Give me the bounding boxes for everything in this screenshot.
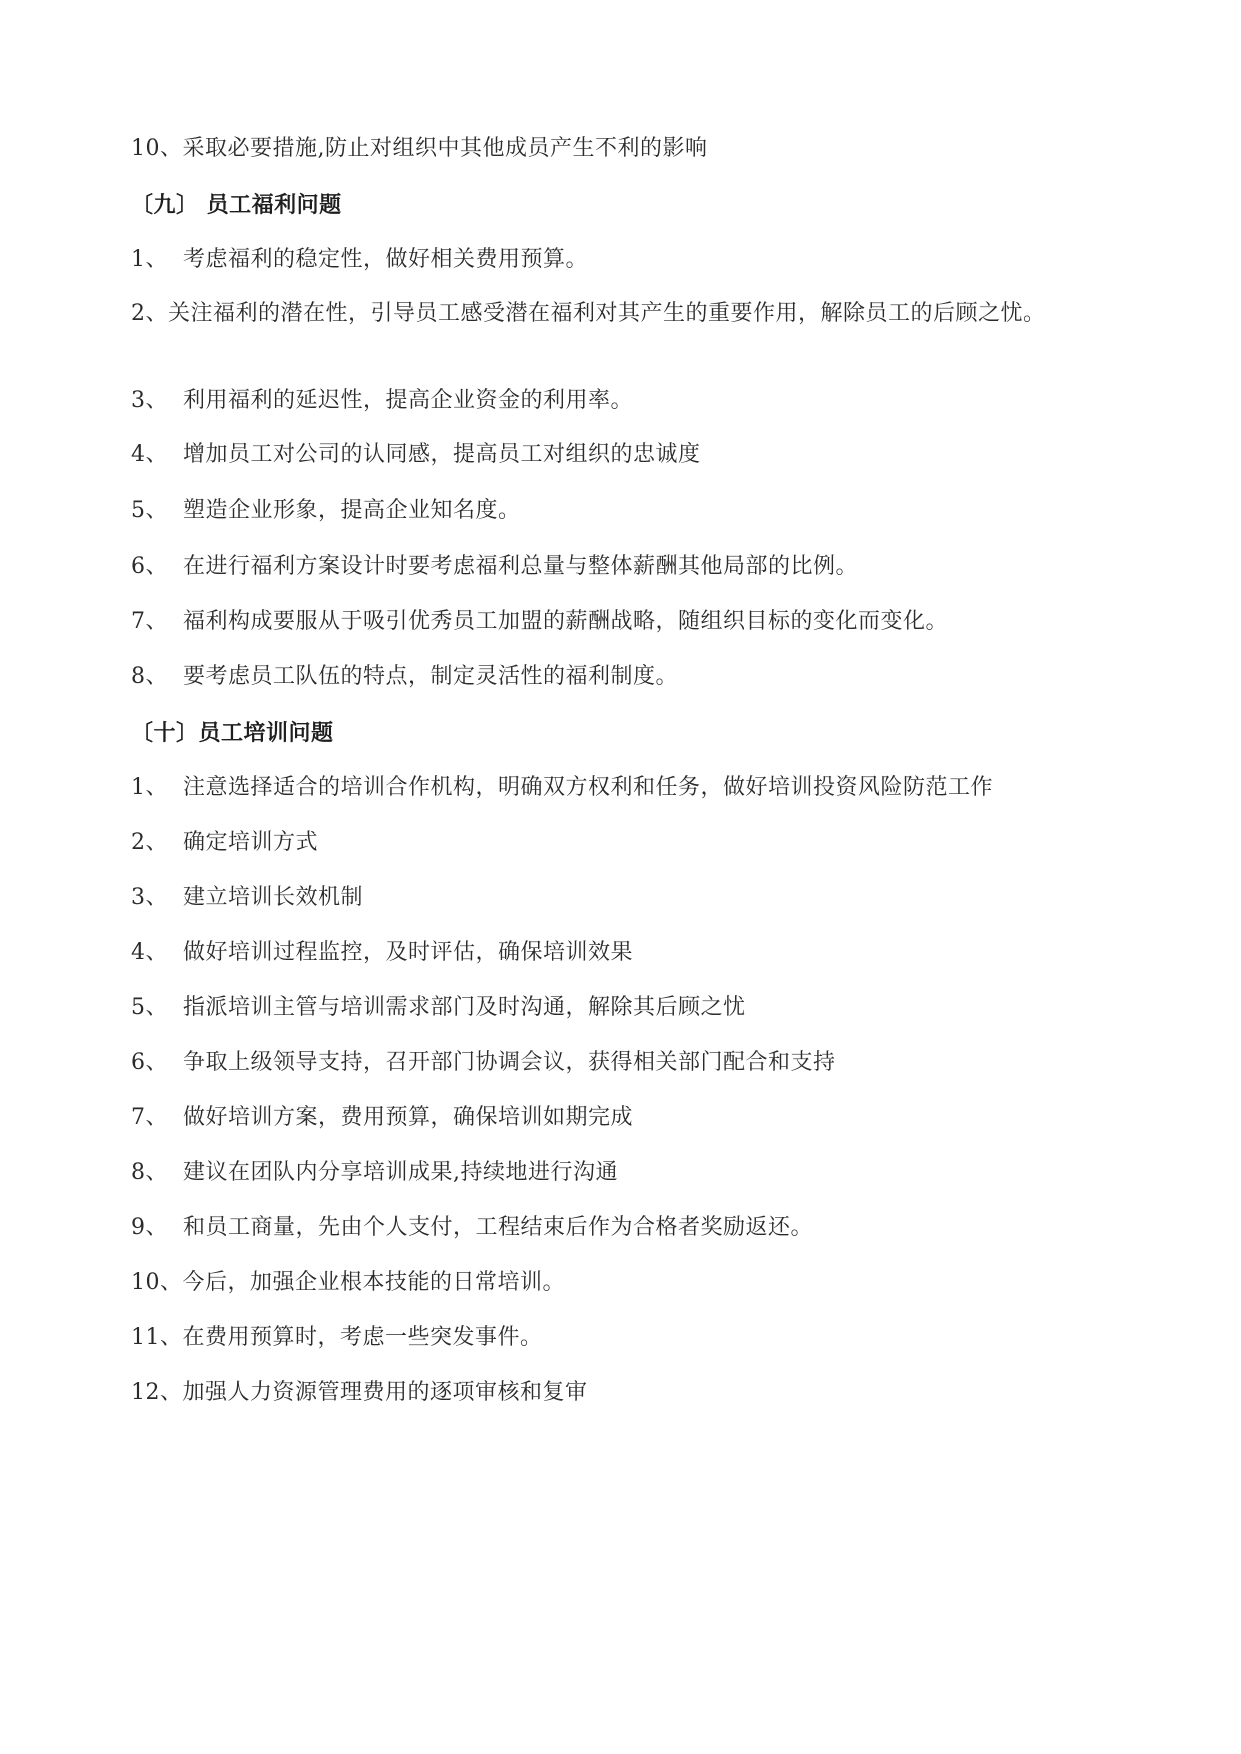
item-text: 今后，加强企业根本技能的日常培训。 bbox=[182, 1270, 566, 1295]
item-text: 在费用预算时，考虑一些突发事件。 bbox=[182, 1325, 543, 1350]
list-item bbox=[131, 550, 1111, 584]
item-number: 12、 bbox=[131, 1380, 183, 1405]
item-number: 7、 bbox=[131, 1105, 168, 1130]
item-text: 确定培训方式 bbox=[183, 830, 319, 855]
item-number: 2、 bbox=[131, 301, 168, 326]
item-number: 1、 bbox=[131, 247, 168, 272]
item-text: 建议在团队内分享培训成果,持续地进行沟通 bbox=[183, 1160, 618, 1185]
list-item bbox=[131, 936, 1111, 970]
list-item bbox=[131, 494, 1111, 528]
item-number: 9、 bbox=[131, 1215, 168, 1240]
item-text: 加强人力资源管理费用的逐项审核和复审 bbox=[182, 1380, 588, 1405]
item-number: 6、 bbox=[131, 1050, 168, 1075]
item-number: 10、 bbox=[131, 1270, 183, 1295]
item-number: 8、 bbox=[131, 664, 168, 689]
item-number: 4、 bbox=[131, 940, 168, 965]
item-text: 建立培训长效机制 bbox=[183, 885, 364, 910]
list-item bbox=[131, 881, 1111, 915]
list-item bbox=[131, 132, 1111, 166]
section-heading: 〔十〕员工培训问题 bbox=[131, 720, 334, 746]
list-item bbox=[131, 1321, 1111, 1355]
list-item bbox=[131, 660, 1111, 694]
item-number: 5、 bbox=[131, 995, 168, 1020]
item-number: 8、 bbox=[131, 1160, 168, 1185]
item-text: 考虑福利的稳定性，做好相关费用预算。 bbox=[183, 247, 589, 272]
item-number: 7、 bbox=[131, 609, 168, 634]
item-text: 做好培训过程监控，及时评估，确保培训效果 bbox=[183, 940, 634, 965]
item-text: 福利构成要服从于吸引优秀员工加盟的薪酬战略，随组织目标的变化而变化。 bbox=[183, 609, 949, 634]
list-item bbox=[131, 1376, 1111, 1410]
list-item bbox=[131, 243, 1111, 277]
item-text: 争取上级领导支持，召开部门协调会议，获得相关部门配合和支持 bbox=[183, 1050, 836, 1075]
list-item bbox=[131, 826, 1111, 860]
list-item bbox=[131, 1156, 1111, 1190]
item-text: 塑造企业形象，提高企业知名度。 bbox=[183, 498, 521, 523]
item-number: 11、 bbox=[131, 1325, 183, 1350]
list-item bbox=[131, 771, 1111, 805]
item-text: 做好培训方案，费用预算，确保培训如期完成 bbox=[183, 1105, 634, 1130]
item-text: 在进行福利方案设计时要考虑福利总量与整体薪酬其他局部的比例。 bbox=[183, 554, 859, 579]
item-number: 6、 bbox=[131, 554, 168, 579]
item-text: 利用福利的延迟性，提高企业资金的利用率。 bbox=[183, 388, 634, 413]
item-number: 5、 bbox=[131, 498, 168, 523]
list-item bbox=[131, 1266, 1111, 1300]
list-item bbox=[131, 1046, 1111, 1080]
list-item bbox=[131, 438, 1111, 472]
item-text: 采取必要措施,防止对组织中其他成员产生不利的影响 bbox=[182, 136, 708, 161]
item-text: 增加员工对公司的认同感，提高员工对组织的忠诚度 bbox=[183, 442, 701, 467]
list-item bbox=[131, 605, 1111, 639]
item-text: 和员工商量，先由个人支付，工程结束后作为合格者奖励返还。 bbox=[183, 1215, 814, 1240]
item-text: 关注福利的潜在性，引导员工感受潜在福利对其产生的重要作用，解除员工的后顾之忧。 bbox=[168, 301, 1046, 326]
item-number: 2、 bbox=[131, 830, 168, 855]
section-heading: 〔九〕 员工福利问题 bbox=[131, 192, 342, 218]
item-number: 1、 bbox=[131, 775, 168, 800]
list-item bbox=[131, 297, 1111, 331]
item-number: 4、 bbox=[131, 442, 168, 467]
list-item bbox=[131, 991, 1111, 1025]
item-text: 要考虑员工队伍的特点，制定灵活性的福利制度。 bbox=[183, 664, 679, 689]
item-number: 10、 bbox=[131, 136, 183, 161]
item-text: 指派培训主管与培训需求部门及时沟通，解除其后顾之忧 bbox=[183, 995, 746, 1020]
list-item bbox=[131, 384, 1111, 418]
item-number: 3、 bbox=[131, 388, 168, 413]
item-number: 3、 bbox=[131, 885, 168, 910]
item-text: 注意选择适合的培训合作机构，明确双方权利和任务，做好培训投资风险防范工作 bbox=[183, 775, 994, 800]
list-item bbox=[131, 1101, 1111, 1135]
list-item bbox=[131, 1211, 1111, 1245]
